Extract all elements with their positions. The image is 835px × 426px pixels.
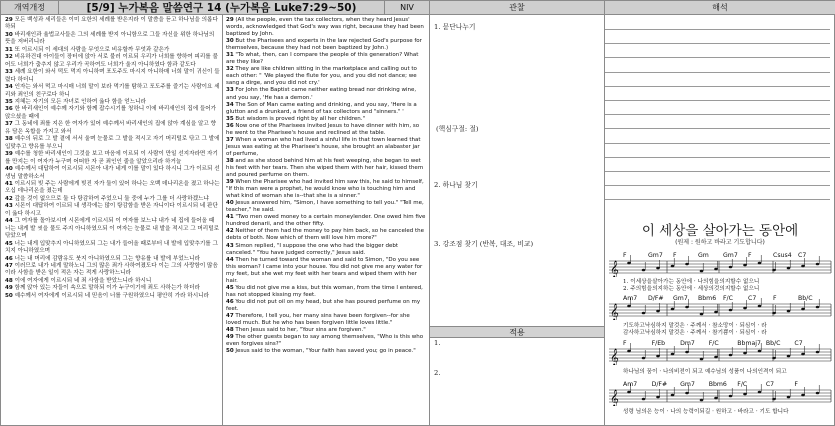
verse-text: Now one of the Pharisees invited Jesus to have dinner with him, so he went to the Pharisee's house and reclined at the table.: [226, 122, 420, 136]
verse-text: 이러므로 내가 네게 말하노니 그의 많은 죄가 사하여졌도다 이는 그의 사랑함이 많음이라 사함을 받은 일이 적은 자는 적게 사랑하느니라: [5, 262, 218, 277]
verse-number: 32: [5, 54, 13, 61]
verse-number: 36: [5, 106, 13, 113]
verse-row: [226, 334, 426, 348]
verse-text: But the Pharisees and experts in the law rejected God's purpose for themselves, because they had not been baptized by John.): [226, 38, 422, 52]
note-head: [787, 310, 791, 313]
verse-row: [226, 299, 426, 313]
header-korean-label: 개역개정: [1, 1, 59, 15]
note-head: [671, 353, 675, 356]
verse-number: 42: [226, 228, 234, 235]
verse-number: 35: [226, 115, 234, 122]
verse-row: [5, 136, 220, 151]
note-head: [772, 269, 776, 272]
verse-row: [226, 116, 426, 123]
chord-symbol: Bbmaj7: [737, 340, 761, 347]
verse-row: [5, 218, 220, 240]
note-head: [729, 354, 733, 357]
verse-number: 31: [226, 52, 234, 59]
chord-symbol: F/C: [737, 381, 748, 388]
verse-text: 예수께서 대답하여 이르시되 시몬아 내가 네게 이를 말이 있다 하시니 그가 이르되 선생님 말씀하소서: [5, 166, 220, 180]
verse-row: [226, 66, 426, 87]
note-head: [729, 395, 733, 398]
note-head: [656, 267, 660, 270]
verse-number: 29: [5, 17, 13, 23]
ruled-line: [605, 143, 830, 144]
note-head: [772, 312, 776, 315]
note-head: [642, 398, 646, 401]
verse-number: 37: [226, 136, 234, 143]
lyrics-line-1b: 2. 주의힘을의지하는 동안에 · 세상의것의지할수 없으니: [623, 286, 760, 292]
verse-row: [226, 179, 426, 200]
chord-symbol: Csus4: [773, 252, 792, 259]
verse-number: 47: [5, 262, 13, 269]
note-head: [627, 262, 631, 265]
verse-text: Then he turned toward the woman and said to Simon, "Do you see this woman? I came into your house. You did not give me any water for my feet, but she wet my feet with her tears and wiped them with her hair.: [226, 256, 423, 284]
note-head: [816, 263, 820, 266]
verse-text: The Son of Man came eating and drinking, and you say, 'Here is a glutton and a drunkard, a friend of tax collectors and "sinners." ': [226, 101, 417, 115]
note-head: [801, 308, 805, 311]
note-head: [642, 312, 646, 315]
verse-text: 너는 내게 입맞추지 아니하였으되 그는 내가 들어올 때로부터 내 발에 입맞추기를 그치지 아니하였으며: [5, 240, 218, 255]
verse-text: 이에 여자에게 이르시되 네 죄 사함을 받았느니라 하시니: [14, 277, 152, 284]
verse-row: [5, 285, 220, 292]
chord-symbol: Gm7: [723, 252, 738, 259]
lyrics-line-2a: 기도하고낙심하지 말것은 · 주께서 · 참소망이 · 되심이 · 라: [623, 323, 767, 329]
note-head: [685, 351, 689, 354]
verse-text: 모든 백성과 세리들은 이미 요한의 세례를 받은지라 이 말씀을 듣고 하나님을 의롭다 하되: [5, 17, 218, 31]
note-head: [787, 355, 791, 358]
application-item-1: 1.: [434, 339, 441, 347]
chord-symbol: F: [623, 340, 627, 347]
verse-text: 함께 앉아 있는 자들이 속으로 말하되 이가 누구이기에 죄도 사하는가 하더라: [14, 285, 200, 292]
verse-number: 31: [5, 46, 13, 53]
note-head: [671, 308, 675, 311]
korean-text-column: [1, 15, 223, 425]
note-head: [787, 267, 791, 270]
chord-symbol: Gm7: [673, 295, 688, 302]
note-head: [743, 393, 747, 396]
verse-text: 시몬이 대답하여 이르되 내 생각에는 많이 탕감함을 받은 자니이다 이르시되 네 판단이 옳다 하시고: [5, 203, 218, 217]
observation-item-1: 1. 묻단나누기: [434, 23, 476, 31]
song-title: 이 세상을 살아가는 동안에: [641, 223, 799, 239]
verse-text: 너는 내 머리에 감람유도 붓지 아니하였으되 그는 향유를 내 발에 부었느니라: [14, 255, 200, 262]
ruled-line: [605, 157, 830, 158]
chord-symbol: F: [623, 252, 627, 259]
note-head: [801, 394, 805, 397]
note-head: [627, 350, 631, 353]
verse-number: 34: [5, 84, 13, 91]
verse-row: [226, 102, 426, 116]
note-head: [714, 311, 718, 314]
note-head: [816, 392, 820, 395]
verse-row: [226, 348, 426, 355]
verse-row: [226, 123, 426, 137]
verse-text: 한 바리새인이 예수께 자기와 함께 잡수시기를 청하니 이에 바리새인의 집에 들어가 앉으셨을 때에: [5, 106, 217, 120]
chord-symbol: C7: [798, 252, 807, 259]
verse-text: and as she stood behind him at his feet weeping, she began to wet his feet with her tears. Then she wiped them with her hair, kissed them and poured perfume on them.: [226, 157, 424, 179]
chord-symbol: F: [773, 295, 777, 302]
note-head: [700, 270, 704, 273]
note-head: [772, 398, 776, 401]
note-head: [758, 350, 762, 353]
verse-number: 45: [5, 240, 13, 247]
note-head: [816, 306, 820, 309]
verse-text: 비유하건대 아이들이 장터에 앉아 서로 불러 이르되 우리가 너희를 향하여 피리를 불어도 너희가 춤추지 않고 우리가 곡하여도 너희가 울지 아니하였다 함과 같도다: [5, 54, 218, 68]
verse-row: [5, 17, 220, 32]
verse-text: 또 이르시되 이 세대의 사람을 무엇으로 비유할까 무엇과 같은가: [14, 46, 170, 53]
note-head: [816, 351, 820, 354]
verse-row: [5, 32, 220, 47]
page-title: [5/9] 누가복음 말씀연구 14 (누가복음 Luke7:29~50): [59, 1, 385, 15]
verse-number: 37: [5, 121, 13, 128]
note-head: [729, 309, 733, 312]
verse-number: 30: [5, 31, 13, 38]
note-head: [801, 353, 805, 356]
verse-text: Simon replied, "I suppose the one who had the bigger debt canceled." "You have judged correctly," Jesus said.: [226, 242, 399, 256]
verse-number: 32: [226, 66, 234, 73]
verse-number: 40: [5, 166, 13, 173]
lyrics-line-4: 성령 님의은 능이 · 나의 능력이되길 · 원하고 · 바라고 · 기도 합니다: [623, 409, 789, 415]
verse-number: 39: [226, 179, 234, 186]
verse-number: 48: [5, 277, 13, 284]
treble-clef-icon: 𝄞: [610, 303, 619, 320]
verse-row: [5, 54, 220, 69]
note-head: [714, 268, 718, 271]
verse-row: [5, 151, 220, 166]
verse-number: 49: [5, 285, 13, 292]
ruled-line: [605, 57, 830, 58]
verse-row: [226, 87, 426, 101]
verse-row: [226, 17, 426, 38]
verse-number: 41: [5, 180, 13, 187]
note-head: [758, 262, 762, 265]
note-head: [627, 305, 631, 308]
note-head: [700, 358, 704, 361]
note-head: [714, 356, 718, 359]
chord-symbol: Gm: [698, 252, 709, 259]
note-head: [656, 355, 660, 358]
verse-number: 46: [5, 255, 13, 262]
verse-number: 34: [226, 101, 234, 108]
lyrics-line-1a: 1. 이세상을살아가는 동안에 · 나의힘을의지할수 없으니: [623, 279, 760, 285]
ruled-line: [605, 114, 830, 115]
ruled-line: [605, 199, 830, 200]
verse-row: [226, 257, 426, 285]
verse-number: 33: [226, 87, 234, 94]
verse-row: [226, 158, 426, 179]
chord-symbol: Gm7: [680, 381, 695, 388]
chord-symbol: C7: [748, 295, 757, 302]
verse-text: 바리새인과 율법교사들은 그의 세례를 받지 아니함으로 그들 자신을 위한 하나님의 뜻을 저버리니라: [5, 31, 215, 46]
header-niv-label: NIV: [385, 1, 430, 15]
english-text-column: [223, 15, 430, 425]
treble-clef-icon: 𝄞: [610, 389, 619, 406]
note-head: [671, 394, 675, 397]
note-head: [758, 391, 762, 394]
ruled-line: [605, 100, 830, 101]
note-head: [642, 357, 646, 360]
music-staff-1: [607, 249, 833, 277]
verse-row: [5, 166, 220, 181]
application-label: 적용: [430, 326, 604, 338]
header-observation-label: 관찰: [430, 1, 605, 15]
observation-key-verse-note: (핵심구절: 절): [436, 125, 479, 133]
verse-number: 43: [226, 242, 234, 249]
ruled-line: [605, 185, 830, 186]
note-head: [656, 310, 660, 313]
song-subtitle: (원제 : 원하고 바라고 기도합니다): [675, 239, 765, 246]
lyrics-line-2b: 감사하고낙심하지 말것은 · 주께서 · 참기쁨이 · 되심이 · 라: [623, 330, 767, 336]
note-head: [714, 397, 718, 400]
verse-row: [226, 52, 426, 66]
header-interpretation-label: 해석: [605, 1, 835, 15]
chord-symbol: F/Eb: [651, 340, 666, 347]
chord-symbol: F: [794, 381, 798, 388]
note-head: [743, 352, 747, 355]
chord-symbol: Bbm6: [708, 381, 727, 388]
lyrics-line-3: 하나님의 꿈이 · 나의비전이 되고 예수님의 성품이 나의인격이 되고: [623, 369, 787, 375]
ruled-line: [605, 72, 830, 73]
chord-symbol: Am7: [623, 295, 638, 302]
chord-symbol: Bbm6: [698, 295, 717, 302]
verse-text: (All the people, even the tax collectors, when they heard Jesus' words, acknowledged that God's way was right, because they had been baptized by John.: [226, 17, 424, 38]
verse-row: [5, 203, 220, 218]
music-staff-3: [607, 337, 833, 365]
verse-number: 44: [226, 256, 234, 263]
observation-column: [430, 15, 605, 425]
verse-number: 45: [226, 284, 234, 291]
verse-row: [226, 243, 426, 257]
verse-text: 세례 요한이 와서 떡도 먹지 아니하며 포도주도 마시지 아니하매 너희 말이 귀신이 들렸다 하더니: [5, 69, 220, 83]
note-head: [656, 396, 660, 399]
note-head: [627, 391, 631, 394]
verse-text: You did not give me a kiss, but this woman, from the time I entered, has not stopped kissing my feet.: [226, 284, 423, 298]
chord-symbol: C7: [794, 340, 803, 347]
verse-text: 예수께서 여자에게 이르시되 네 믿음이 너를 구원하였으니 평안히 가라 하시니라: [14, 292, 209, 299]
chord-symbol: Bb/C: [765, 340, 781, 347]
music-staff-2: [607, 292, 833, 320]
verse-text: Neither of them had the money to pay him back, so he canceled the debts of both. Now which of them will love him more?": [226, 228, 424, 242]
note-head: [801, 265, 805, 268]
treble-clef-icon: 𝄞: [610, 260, 619, 277]
verse-text: 예수의 뒤로 그 발 곁에 서서 울며 눈물로 그 발을 적시고 자기 머리털로 닦고 그 발에 입맞추고 향유를 부으니: [5, 136, 220, 150]
verse-number: 50: [226, 348, 234, 355]
ruled-line: [605, 43, 830, 44]
ruled-line: [605, 171, 830, 172]
chord-symbol: D/F#: [648, 295, 664, 302]
verse-number: 49: [226, 334, 234, 341]
note-head: [772, 357, 776, 360]
note-head: [743, 264, 747, 267]
verse-text: "To what, then, can I compare the people of this generation? What are they like?: [226, 52, 419, 66]
verse-number: 30: [226, 38, 234, 45]
verse-text: 인자는 와서 먹고 마시매 너희 말이 보라 먹기를 탐하고 포도주를 즐기는 사람이요 세리와 죄인의 친구로다 하니: [5, 84, 220, 98]
english-verse-list: [223, 15, 429, 355]
verse-row: [5, 84, 220, 99]
verse-number: 38: [226, 157, 234, 164]
verse-text: Therefore, I tell you, her many sins have been forgiven--for she loved much. But he who has been forgiven little loves little.": [226, 312, 410, 327]
verse-number: 43: [5, 203, 13, 210]
note-head: [787, 396, 791, 399]
verse-number: 48: [226, 327, 234, 334]
chord-symbol: F: [673, 252, 677, 259]
verse-number: 50: [5, 292, 13, 299]
verse-text: 지혜는 자기의 모든 자녀로 인하여 옳다 함을 얻느니라: [14, 98, 146, 105]
note-head: [642, 269, 646, 272]
verse-row: [226, 137, 426, 158]
verse-number: 35: [5, 98, 13, 105]
verse-text: 그 동네에 죄를 지은 한 여자가 있어 예수께서 바리새인의 집에 앉아 계심을 알고 향유 담은 옥합을 가지고 와서: [5, 121, 217, 135]
chord-symbol: Dm7: [680, 340, 695, 347]
verse-text: "Two men owed money to a certain moneylender. One owed him five hundred denarii, and the other fifty.: [226, 214, 426, 228]
verse-row: [5, 106, 220, 121]
chord-symbol: D/F#: [651, 381, 668, 388]
verse-text: 예수를 청한 바리새인이 그것을 보고 마음에 이르되 이 사람이 만일 선지자라면 자기를 만지는 이 여자가 누구며 어떠한 자 곧 죄인인 줄을 알았으리라 하거늘: [5, 151, 218, 165]
chord-symbol: Bb/C: [798, 295, 813, 302]
verse-row: [226, 228, 426, 242]
application-item-2: 2.: [434, 369, 441, 377]
verse-row: [5, 69, 220, 84]
chord-symbol: F/C: [723, 295, 733, 302]
verse-text: Then Jesus said to her, "Your sins are forgiven.": [235, 327, 366, 334]
verse-number: 40: [226, 200, 234, 207]
verse-text: For John the Baptist came neither eating bread nor drinking wine, and you say, 'He has a demon.': [226, 87, 417, 101]
observation-item-3: 3. 강조점 찾기 (반복, 대조, 비교): [434, 240, 534, 248]
verse-number: 29: [226, 17, 234, 23]
observation-item-2: 2. 하나님 찾기: [434, 181, 478, 189]
verse-row: [5, 181, 220, 196]
note-head: [700, 313, 704, 316]
verse-row: [5, 121, 220, 136]
note-head: [758, 305, 762, 308]
verse-text: They are like children sitting in the marketplace and calling out to each other: " 'We played the flute for you, and you did not dance; we sang a dirge, and you did not cry.': [226, 66, 417, 87]
music-staff-4: [607, 378, 833, 406]
note-head: [685, 392, 689, 395]
ruled-line: [605, 128, 830, 129]
verse-text: 이르시되 빚 주는 사람에게 빚진 자가 둘이 있어 하나는 오백 데나리온을 졌고 하나는 오십 데나리온을 졌는데: [5, 180, 220, 195]
verse-number: 46: [226, 298, 234, 305]
verse-row: [5, 263, 220, 278]
verse-row: [226, 285, 426, 299]
ruled-line: [605, 29, 830, 30]
chord-symbol: Am7: [623, 381, 638, 388]
verse-row: [226, 327, 426, 334]
korean-verse-list: [1, 15, 222, 300]
verse-number: 36: [226, 122, 234, 129]
note-head: [729, 266, 733, 269]
verse-text: 그 여자를 돌아보시며 시몬에게 이르시되 이 여자를 보느냐 내가 네 집에 들어올 때 너는 내게 발 씻을 물도 주지 아니하였으되 이 여자는 눈물로 내 발을 적시고 그 머리털로 닦았으며: [5, 218, 220, 240]
verse-number: 47: [226, 312, 234, 319]
verse-row: [226, 313, 426, 327]
verse-text: But wisdom is proved right by all her children.": [235, 115, 366, 122]
verse-text: Jesus said to the woman, "Your faith has saved you; go in peace.": [235, 348, 416, 355]
verse-text: Jesus answered him, "Simon, I have something to tell you." "Tell me, teacher," he said.: [226, 200, 424, 214]
verse-row: [5, 256, 220, 263]
note-head: [685, 306, 689, 309]
note-head: [671, 265, 675, 268]
verse-text: 갚을 것이 없으므로 둘 다 탕감하여 주었으니 둘 중에 누가 그를 더 사랑하겠느냐: [14, 195, 209, 202]
verse-number: 42: [5, 195, 13, 202]
verse-row: [5, 241, 220, 256]
verse-number: 33: [5, 69, 13, 76]
chord-symbol: C7: [765, 381, 775, 388]
verse-text: You did not put oil on my head, but she has poured perfume on my feet.: [226, 298, 421, 312]
verse-number: 41: [226, 214, 234, 221]
verse-text: When a woman who had lived a sinful life in that town learned that Jesus was eating at the Pharisee's house, she brought an alabaster jar of perfume,: [226, 136, 421, 157]
verse-row: [226, 38, 426, 52]
verse-row: [226, 200, 426, 214]
verse-text: When the Pharisee who had invited him saw this, he said to himself, "If this man were a prophet, he would know who is touching him and what kind of woman she is--that she is a sinner.": [226, 179, 424, 200]
verse-number: 44: [5, 218, 13, 225]
verse-row: [226, 214, 426, 228]
chord-symbol: Gm7: [648, 252, 663, 259]
chord-symbol: F/C: [708, 340, 719, 347]
treble-clef-icon: 𝄞: [610, 348, 619, 365]
verse-number: 38: [5, 136, 13, 143]
note-head: [743, 307, 747, 310]
ruled-line: [605, 86, 830, 87]
note-head: [700, 399, 704, 402]
verse-text: The other guests began to say among themselves, "Who is this who even forgives sins?": [226, 334, 424, 348]
chord-symbol: F: [748, 252, 752, 259]
note-head: [685, 263, 689, 266]
verse-number: 39: [5, 151, 13, 158]
verse-row: [5, 293, 220, 300]
